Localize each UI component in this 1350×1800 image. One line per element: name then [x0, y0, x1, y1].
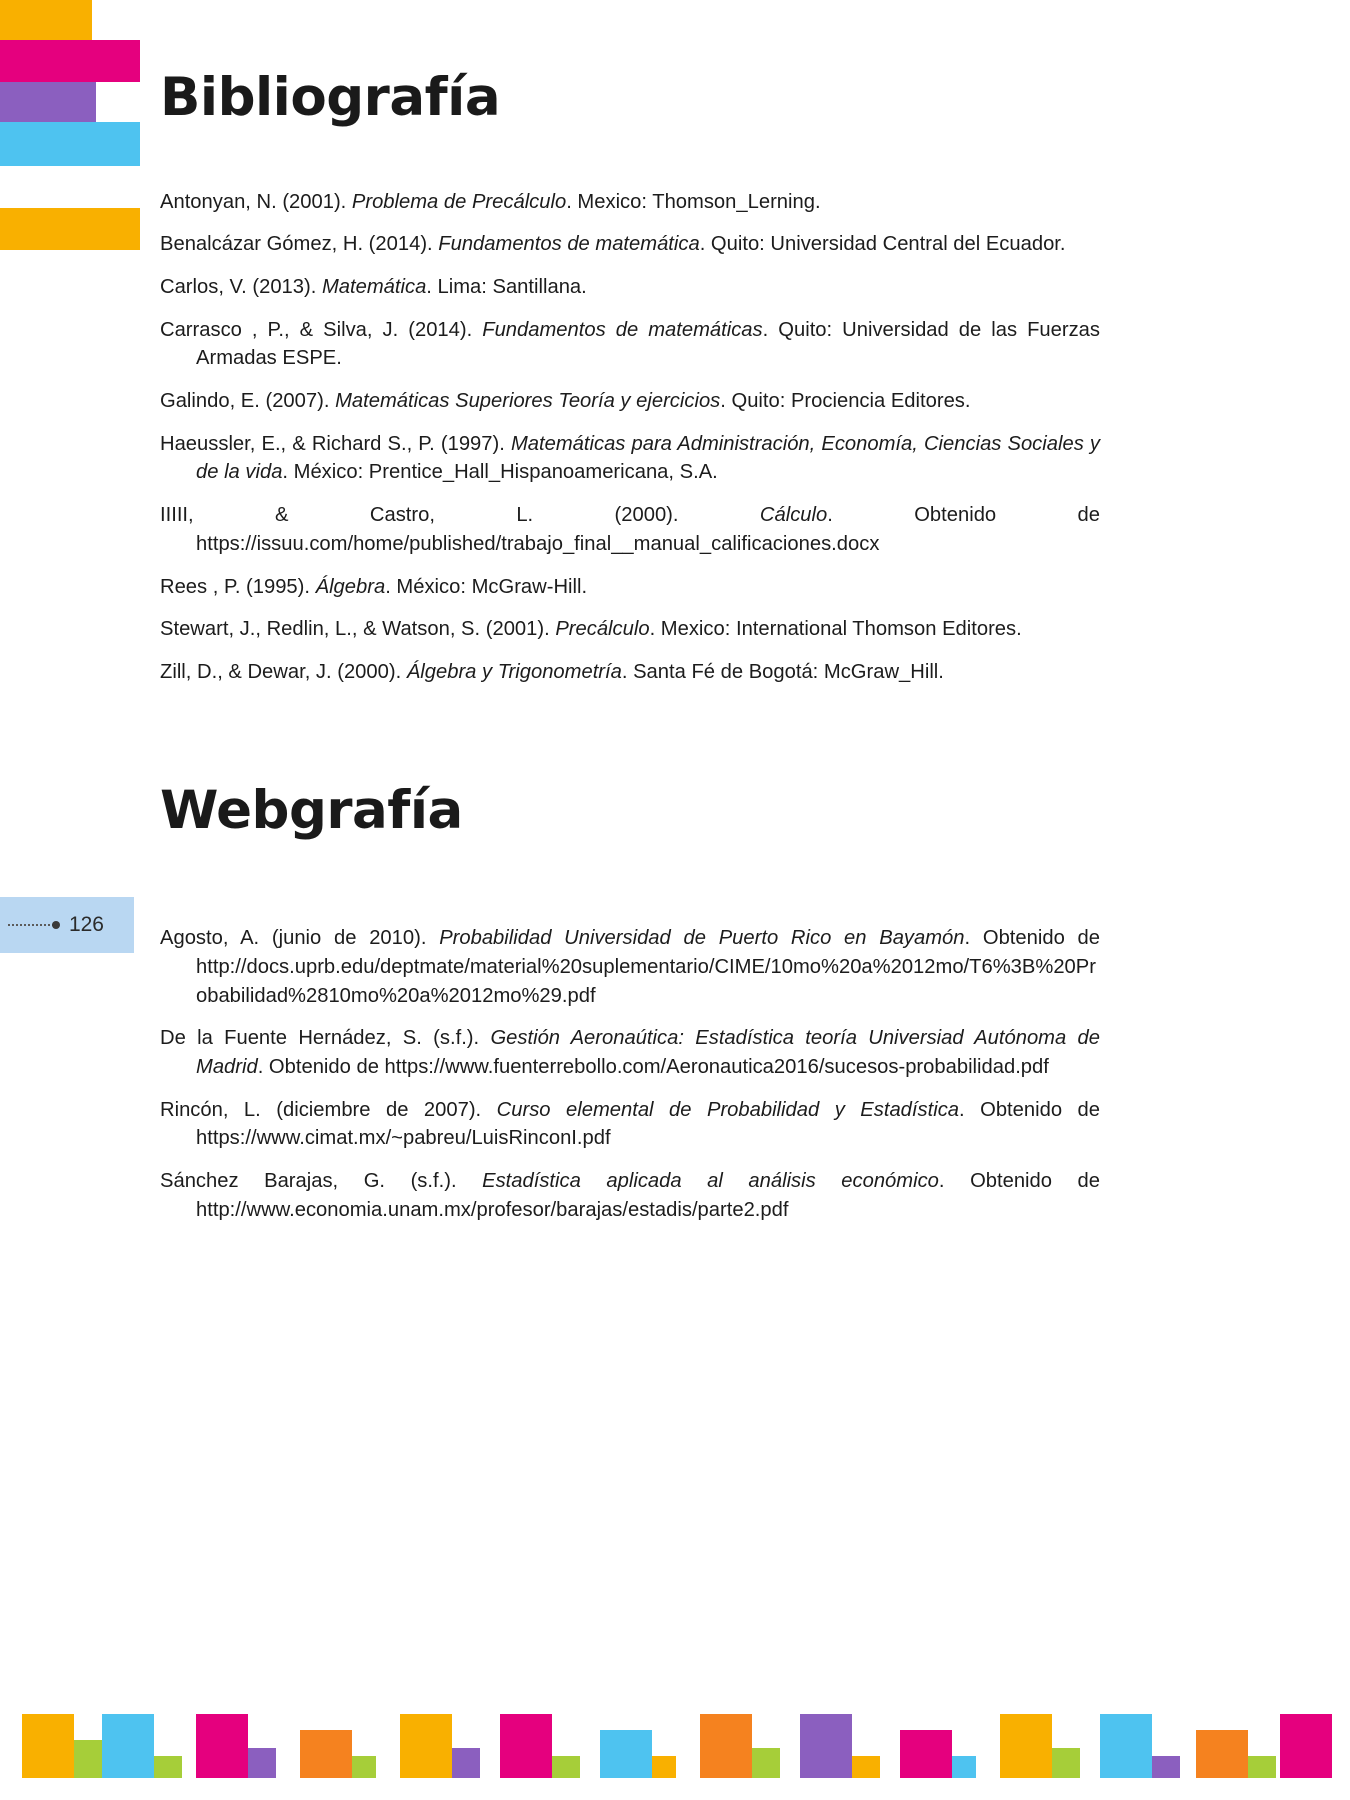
reference-entry: Carrasco , P., & Silva, J. (2014). Fundamentos de matemáticas. Quito: Universidad de las Fuerzas Armadas ESPE. — [160, 318, 1101, 370]
page-title-bibliografia: Bibliografía — [160, 67, 501, 128]
decorative-color-blocks-topleft — [0, 0, 140, 260]
decor-bar-yellow — [0, 0, 92, 40]
footer-white-strip — [0, 1778, 1350, 1800]
reference-entry: Carlos, V. (2013). Matemática. Lima: Santillana. — [160, 276, 587, 299]
reference-entry: IIIII, & Castro, L. (2000). Cálculo. Obtenido de https://issuu.com/home/published/trabajo_final__manual_calificaciones.docx — [160, 504, 1100, 555]
reference-list-webgrafia — [160, 924, 1100, 1224]
reference-entry: Benalcázar Gómez, H. (2014). Fundamentos de matemática. Quito: Universidad Central del Ecuador. — [160, 233, 1066, 256]
reference-list-bibliografia — [160, 188, 1100, 687]
reference-entry: Haeussler, E., & Richard S., P. (1997). Matemáticas para Administración, Economía, Ciencias Sociales y de la vida. México: Prentice_Hall_Hispanoamericana, S.A. — [160, 432, 1100, 484]
reference-entry: Stewart, J., Redlin, L., & Watson, S. (2001). Precálculo. Mexico: International Thomson Editores. — [160, 618, 1022, 641]
reference-entry: Rees , P. (1995). Álgebra. México: McGraw-Hill. — [160, 575, 588, 598]
page-title-webgrafia: Webgrafía — [160, 779, 463, 841]
reference-entry: Agosto, A. (junio de 2010). Probabilidad Universidad de Puerto Rico en Bayamón. Obtenido de http://docs.uprb.edu/deptmate/material%20suplementario/CIME/10mo%20a%2012mo/T6%3B%20Probabilidad%2810mo%20a%2012mo%29.pdf — [160, 927, 1100, 1007]
decor-bar-yellow-2 — [0, 208, 140, 250]
decor-bar-magenta — [0, 40, 140, 82]
leader-dot-end — [52, 921, 60, 929]
reference-entry: De la Fuente Hernádez, S. (s.f.). Gestión Aeronaútica: Estadística teoría Universiad Autónoma de Madrid. Obtenido de https://www.fuenterrebollo.com/Aeronautica2016/sucesos-probabilidad.pdf — [160, 1027, 1100, 1078]
reference-entry: Rincón, L. (diciembre de 2007). Curso elemental de Probabilidad y Estadística. Obtenido de https://www.cimat.mx/~pabreu/LuisRinconI.pdf — [160, 1098, 1101, 1150]
page-number-tab — [0, 897, 134, 953]
decor-bar-cyan — [0, 122, 140, 166]
leader-dots — [8, 924, 54, 926]
reference-entry: Sánchez Barajas, G. (s.f.). Estadística aplicada al análisis económico. Obtenido de http://www.economia.unam.mx/profesor/barajas/estadis/parte2.pdf — [160, 1170, 1100, 1221]
page-content — [160, 67, 1101, 1238]
reference-entry: Antonyan, N. (2001). Problema de Precálculo. Mexico: Thomson_Lerning. — [160, 190, 821, 213]
reference-entry: Galindo, E. (2007). Matemáticas Superiores Teoría y ejercicios. Quito: Prociencia Editores. — [160, 390, 971, 413]
decor-bar-purple — [0, 82, 96, 122]
reference-entry: Zill, D., & Dewar, J. (2000). Álgebra y Trigonometría. Santa Fé de Bogotá: McGraw_Hill. — [160, 660, 944, 683]
page-number: 126 — [68, 913, 104, 936]
